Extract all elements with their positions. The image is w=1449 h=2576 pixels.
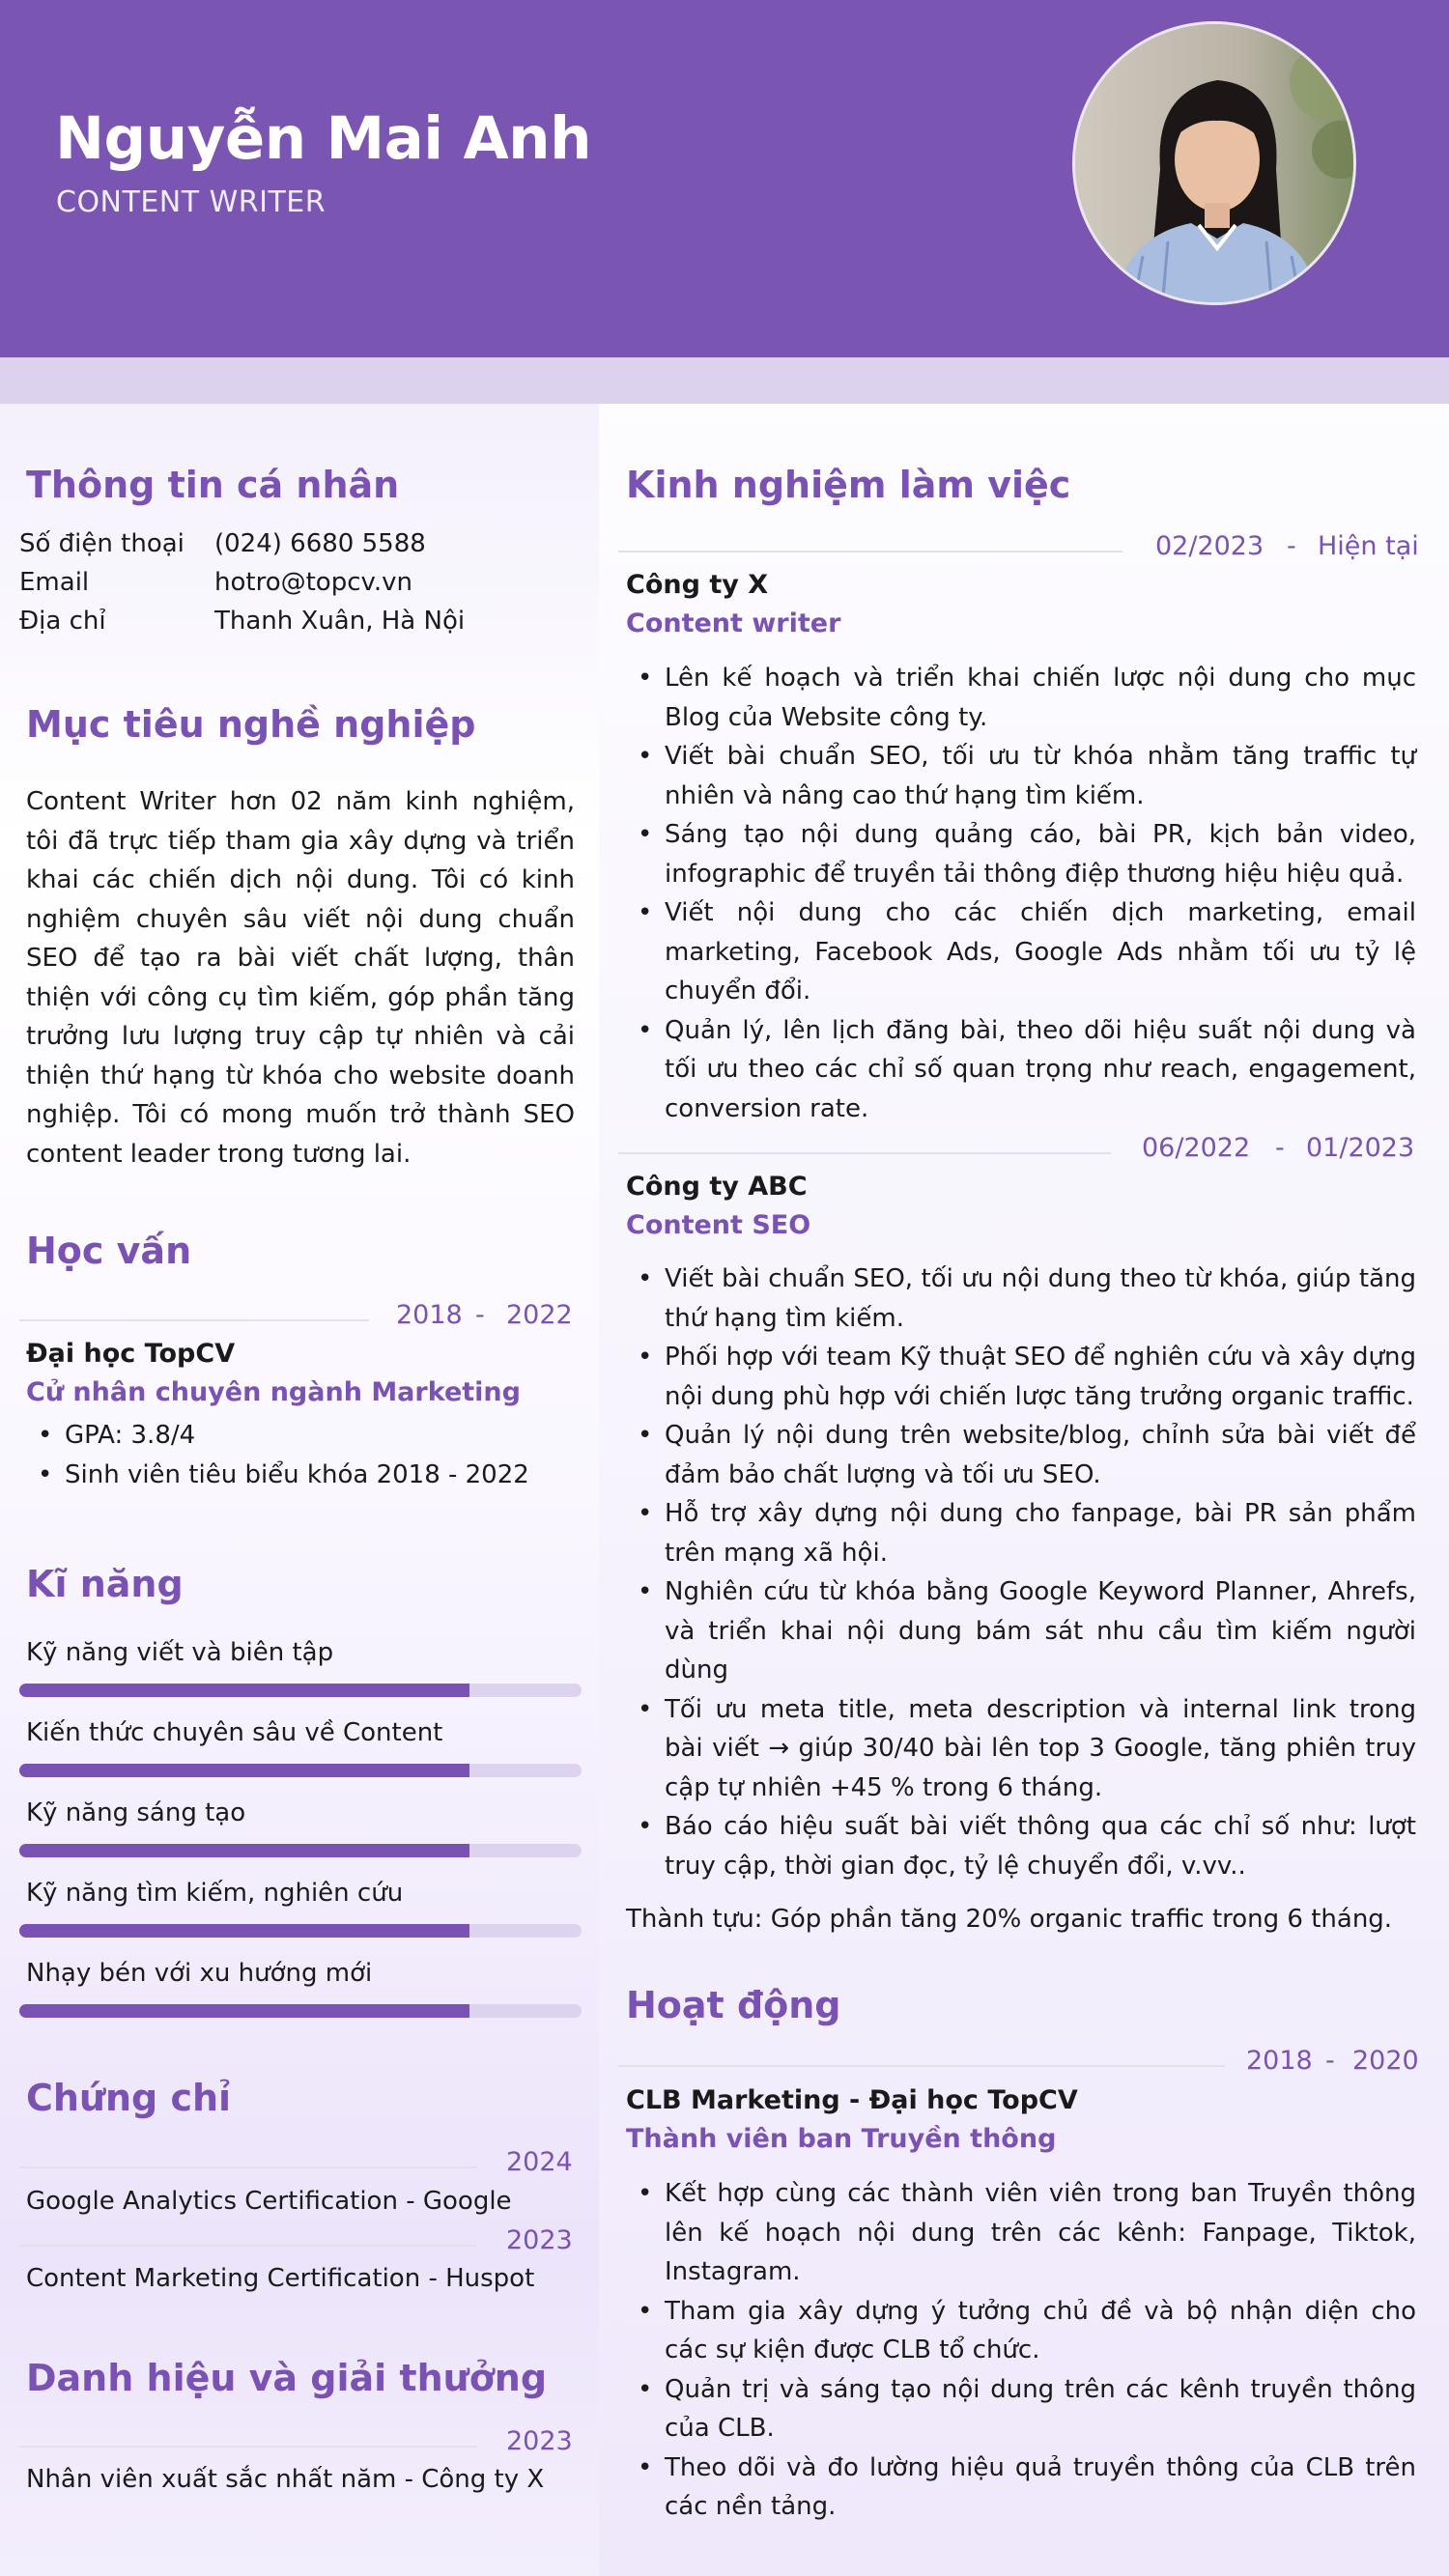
certificate-divider: [19, 2166, 477, 2168]
activity-end: 2020: [1352, 2046, 1419, 2076]
list-item: • Viết bài chuẩn SEO, tối ưu từ khóa nhằm tăng traffic tự nhiên và nâng cao thứ hạng tìm kiếm.: [626, 737, 1416, 815]
section-title-education: Học vấn: [26, 1230, 192, 1272]
job-end: Hiện tại: [1318, 531, 1419, 561]
activity-divider: [618, 2065, 1225, 2067]
skill-label: Kỹ năng sáng tạo: [26, 1798, 246, 1827]
objective-text: Content Writer hơn 02 năm kinh nghiệm, tôi đã trực tiếp tham gia xây dựng và triển khai các chiến dịch nội dung. Tôi có kinh nghiệm chuyên sâu viết nội dung chuẩn SEO để tạo ra bài viết chất lượng, thân thiện với công cụ tìm kiếm, góp phần tăng trưởng lưu lượng truy cập tự nhiên và cải thiện thứ hạng từ khóa cho website doanh nghiệp. Tôi có mong muốn trở thành SEO content leader trong tương lai.: [26, 787, 575, 1169]
certificate-year: 2023: [506, 2225, 573, 2255]
job-bullets: [626, 1260, 1416, 1885]
list-item: • Tham gia xây dựng ý tưởng chủ đề và bộ nhận diện cho các sự kiện được CLB tổ chức.: [626, 2292, 1416, 2370]
skill-bar: [19, 1844, 582, 1857]
skill-bar-fill: [19, 1684, 469, 1697]
education-end: 2022: [506, 1300, 573, 1330]
list-item: • Nghiên cứu từ khóa bằng Google Keyword Planner, Ahrefs, và triển khai nội dung bám sát nhu cầu tìm kiếm người dùng: [626, 1572, 1416, 1690]
profile-photo: [1072, 21, 1356, 305]
list-item: • Báo cáo hiệu suất bài viết thông qua các chỉ số như: lượt truy cập, thời gian đọc, tỷ lệ chuyển đổi, v.vv..: [626, 1807, 1416, 1885]
job-divider: [618, 551, 1122, 552]
address-value: Thanh Xuân, Hà Nội: [214, 607, 466, 636]
list-item: • Lên kế hoạch và triển khai chiến lược nội dung cho mục Blog của Website công ty.: [626, 659, 1416, 737]
job-start: 02/2023: [1155, 531, 1264, 561]
certificate-divider: [19, 2245, 477, 2247]
education-start: 2018: [396, 1300, 463, 1330]
certificate-year: 2024: [506, 2147, 573, 2177]
job-sep: -: [1275, 1133, 1285, 1163]
education-bullets: [26, 1416, 575, 1494]
section-title-activities: Hoạt động: [626, 1984, 841, 2026]
list-item: • Viết bài chuẩn SEO, tối ưu nội dung theo từ khóa, giúp tăng thứ hạng tìm kiếm.: [626, 1260, 1416, 1338]
candidate-role: CONTENT WRITER: [56, 185, 327, 219]
job-divider: [618, 1152, 1111, 1154]
list-item: • Quản lý, lên lịch đăng bài, theo dõi hiệu suất nội dung và tối ưu theo các chỉ số quan trọng như reach, engagement, conversion rate.: [626, 1011, 1416, 1129]
skill-bar: [19, 1684, 582, 1697]
portrait-illustration: [1075, 24, 1356, 305]
skill-bar: [19, 2004, 582, 2018]
education-major: Cử nhân chuyên ngành Marketing: [26, 1377, 521, 1407]
education-divider: [19, 1319, 369, 1321]
job-bullets: [626, 659, 1416, 1128]
list-item: • Viết nội dung cho các chiến dịch marketing, email marketing, Facebook Ads, Google Ads nhằm tối ưu tỷ lệ chuyển đổi.: [626, 893, 1416, 1011]
skill-bar-fill: [19, 1924, 469, 1938]
section-title-personal: Thông tin cá nhân: [26, 464, 400, 506]
activity-sep: -: [1325, 2046, 1335, 2076]
list-item: • Sáng tạo nội dung quảng cáo, bài PR, kịch bản video, infographic để truyền tải thông điệp thương hiệu hiệu quả.: [626, 815, 1416, 893]
skill-label: Kỹ năng tìm kiếm, nghiên cứu: [26, 1879, 404, 1908]
award-name: Nhân viên xuất sắc nhất năm - Công ty X: [26, 2465, 545, 2494]
list-item: • Theo dõi và đo lường hiệu quả truyền thông của CLB trên các nền tảng.: [626, 2449, 1416, 2527]
skill-bar-fill: [19, 1764, 469, 1777]
address-label: Địa chỉ: [19, 607, 106, 636]
award-year: 2023: [506, 2426, 573, 2456]
list-item: • Tối ưu meta title, meta description và internal link trong bài viết → giúp 30/40 bài lên top 3 Google, tăng phiên truy cập tự nhiên +45 % trong 6 tháng.: [626, 1690, 1416, 1808]
job-start: 06/2022: [1142, 1133, 1251, 1163]
job-achievement: Thành tựu: Góp phần tăng 20% organic traffic trong 6 tháng.: [626, 1905, 1393, 1934]
certificate-name: Google Analytics Certification - Google: [26, 2187, 512, 2216]
school-name: Đại học TopCV: [26, 1339, 236, 1369]
skill-bar-fill: [19, 2004, 469, 2018]
phone-value: (024) 6680 5588: [214, 529, 426, 558]
job-position: Content writer: [626, 609, 841, 638]
skill-label: Kỹ năng viết và biên tập: [26, 1638, 334, 1667]
skill-label: Kiến thức chuyên sâu về Content: [26, 1718, 443, 1747]
activity-org: CLB Marketing - Đại học TopCV: [626, 2085, 1078, 2115]
section-title-certificates: Chứng chỉ: [26, 2077, 232, 2119]
list-item: • Quản lý nội dung trên website/blog, chỉnh sửa bài viết để đảm bảo chất lượng và tối ưu SEO.: [626, 1416, 1416, 1494]
header-band: [0, 357, 1449, 404]
email-label: Email: [19, 568, 90, 597]
skill-bar: [19, 1924, 582, 1938]
skill-bar: [19, 1764, 582, 1777]
candidate-name: Nguyễn Mai Anh: [55, 104, 592, 173]
phone-label: Số điện thoại: [19, 529, 185, 558]
section-title-experience: Kinh nghiệm làm việc: [626, 464, 1071, 506]
section-title-awards: Danh hiệu và giải thưởng: [26, 2357, 548, 2399]
list-item: • GPA: 3.8/4: [26, 1416, 575, 1456]
job-sep: -: [1287, 531, 1296, 561]
skill-label: Nhạy bén với xu hướng mới: [26, 1959, 373, 1988]
job-end: 01/2023: [1306, 1133, 1415, 1163]
list-item: • Hỗ trợ xây dựng nội dung cho fanpage, bài PR sản phẩm trên mạng xã hội.: [626, 1494, 1416, 1572]
list-item: • Quản trị và sáng tạo nội dung trên các kênh truyền thông của CLB.: [626, 2370, 1416, 2449]
activity-start: 2018: [1246, 2046, 1313, 2076]
education-sep: -: [475, 1300, 485, 1330]
section-title-skills: Kĩ năng: [26, 1563, 184, 1605]
certificate-name: Content Marketing Certification - Huspot: [26, 2264, 535, 2293]
activity-bullets: [626, 2174, 1416, 2527]
skill-bar-fill: [19, 1844, 469, 1857]
email-value: hotro@topcv.vn: [214, 568, 413, 597]
activity-position: Thành viên ban Truyền thông: [626, 2124, 1057, 2154]
company-name: Công ty X: [626, 570, 769, 600]
list-item: • Sinh viên tiêu biểu khóa 2018 - 2022: [26, 1456, 575, 1495]
company-name: Công ty ABC: [626, 1172, 808, 1202]
section-title-objective: Mục tiêu nghề nghiệp: [26, 703, 476, 746]
award-divider: [19, 2446, 477, 2448]
job-position: Content SEO: [626, 1210, 811, 1240]
list-item: • Kết hợp cùng các thành viên viên trong ban Truyền thông lên kế hoạch nội dung trên các kênh: Fanpage, Tiktok, Instagram.: [626, 2174, 1416, 2292]
list-item: • Phối hợp với team Kỹ thuật SEO để nghiên cứu và xây dựng nội dung phù hợp với chiến lược tăng trưởng organic traffic.: [626, 1338, 1416, 1416]
